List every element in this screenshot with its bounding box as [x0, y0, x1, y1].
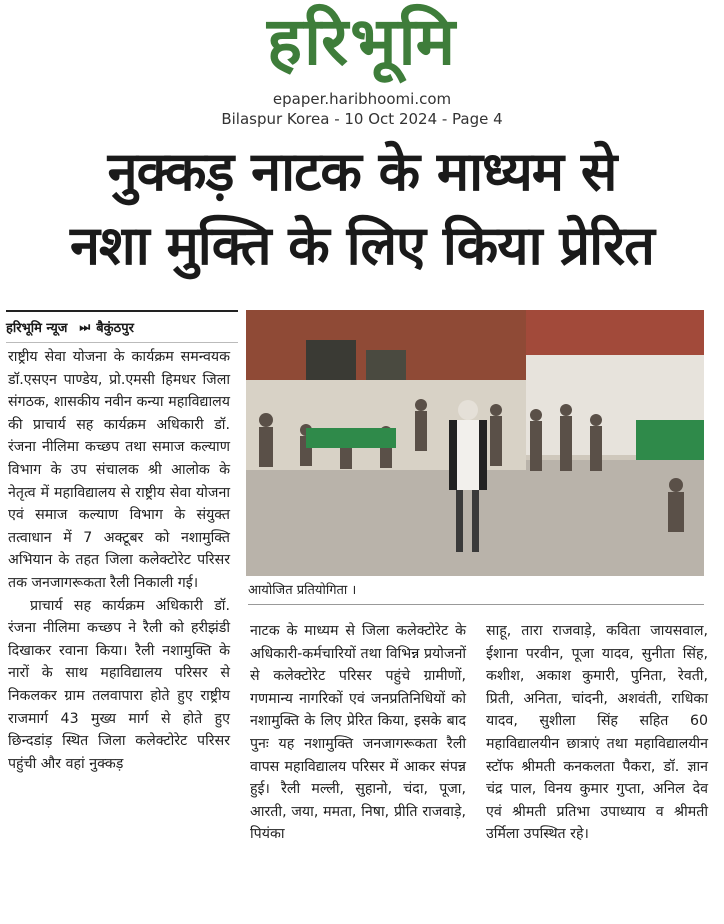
headline-line-1: नुक्कड़ नाटक के माध्यम से: [107, 140, 617, 203]
fast-forward-icon: ⏭: [79, 319, 91, 334]
byline-place: बैकुंठपुर: [96, 321, 134, 336]
article-paragraph: राष्ट्रीय सेवा योजना के कार्यक्रम समन्वयक डॉ.एसएन पाण्डेय, प्रो.एमसी हिमधर जिला संगठक, शासकीय नवीन कन्या महाविद्यालय की प्राचार्य सह कार्यक्रम अधिकारी डॉ. रंजना नीलिमा कच्छप तथा समाज कल्याण विभाग के उप संचालक श्री आलोक के नेतृत्व में महाविद्यालय से राष्ट्रीय सेवा योजना एवं समाज कल्याण विभाग के संयुक्त तत्वाधान में 7 अक्टूबर को नशामुक्ति अभियान के तहत जिला कलेक्टोरेट परिसर तक जनजागरूकता रैली निकाली गई।: [8, 349, 230, 591]
edition-info: Bilaspur Korea - 10 Oct 2024 - Page 4: [221, 110, 503, 128]
byline-source: हरिभूमि न्यूज: [6, 321, 68, 336]
article-paragraph: नाटक के माध्यम से जिला कलेक्टोरेट के अधिकारी-कर्मचारियों तथा विभिन्न प्रयोजनों से कलेक्टोरेट परिसर पहुंचे ग्रामीणों, गणमान्य नागरिकों एवं जनप्रतिनिधियों को नशामुक्ति के लिए प्रेरित किया, इसके बाद पुनः यह नशामुक्ति जनजागरूकता रैली वापस महाविद्यालय परिसर में आकर संपन्न हुई। रैली मल्ली, सुहानो, चंदा, पूजा, आरती, जया, ममता, निषा, प्रीति राजवाड़े, पियंका: [250, 623, 466, 843]
news-photo[interactable]: [246, 310, 704, 576]
article-column-2: [250, 620, 466, 846]
headline-line-2: नशा मुक्ति के लिए किया प्रेरित: [70, 214, 654, 277]
masthead: [0, 0, 724, 134]
article-paragraph: प्राचार्य सह कार्यक्रम अधिकारी डॉ. रंजना नीलिमा कच्छप ने रैली को हरीझंडी दिखाकर रवाना किया। रैली नशामुक्ति के नारों के साथ महाविद्यालय परिसर से निकलकर ग्राम तलवापारा होते हुए राष्ट्रीय राजमार्ग 43 मुख्य मार्ग से होते हुए छिन्दडांड़ स्थित जिला कलेक्टोरेट परिसर पहुंची और वहां नुक्कड़: [8, 597, 230, 772]
byline: [6, 310, 238, 343]
epaper-url[interactable]: epaper.haribhoomi.com: [272, 90, 452, 108]
article-column-1: [8, 346, 230, 775]
newspaper-logo[interactable]: हरिभूमि: [266, 3, 458, 80]
article-column-3: [486, 620, 708, 846]
photo-caption: आयोजित प्रतियोगिता ।: [248, 580, 704, 605]
article-paragraph: साहू, तारा राजवाड़े, कविता जायसवाल, ईशाना परवीन, पूजा यादव, सुनीता सिंह, कशीश, अकाश कुमारी, पुनिता, रेवती, प्रिती, अनिता, चांदनी, अशवंती, राधिका यादव, सुशीला सिंह सहित 60 महाविद्यालयीन छात्राएं तथा महाविद्यालयीन स्टॉफ श्रीमती कनकलता पैकरा, डॉ. ज्ञान चंद्र पाल, विनय कुमार गुप्ता, अनिल देव एवं श्रीमती प्रतिभा उपाध्याय व श्रीमती उर्मिला उपस्थित रहे।: [486, 623, 708, 843]
photo-scene: [246, 310, 704, 576]
